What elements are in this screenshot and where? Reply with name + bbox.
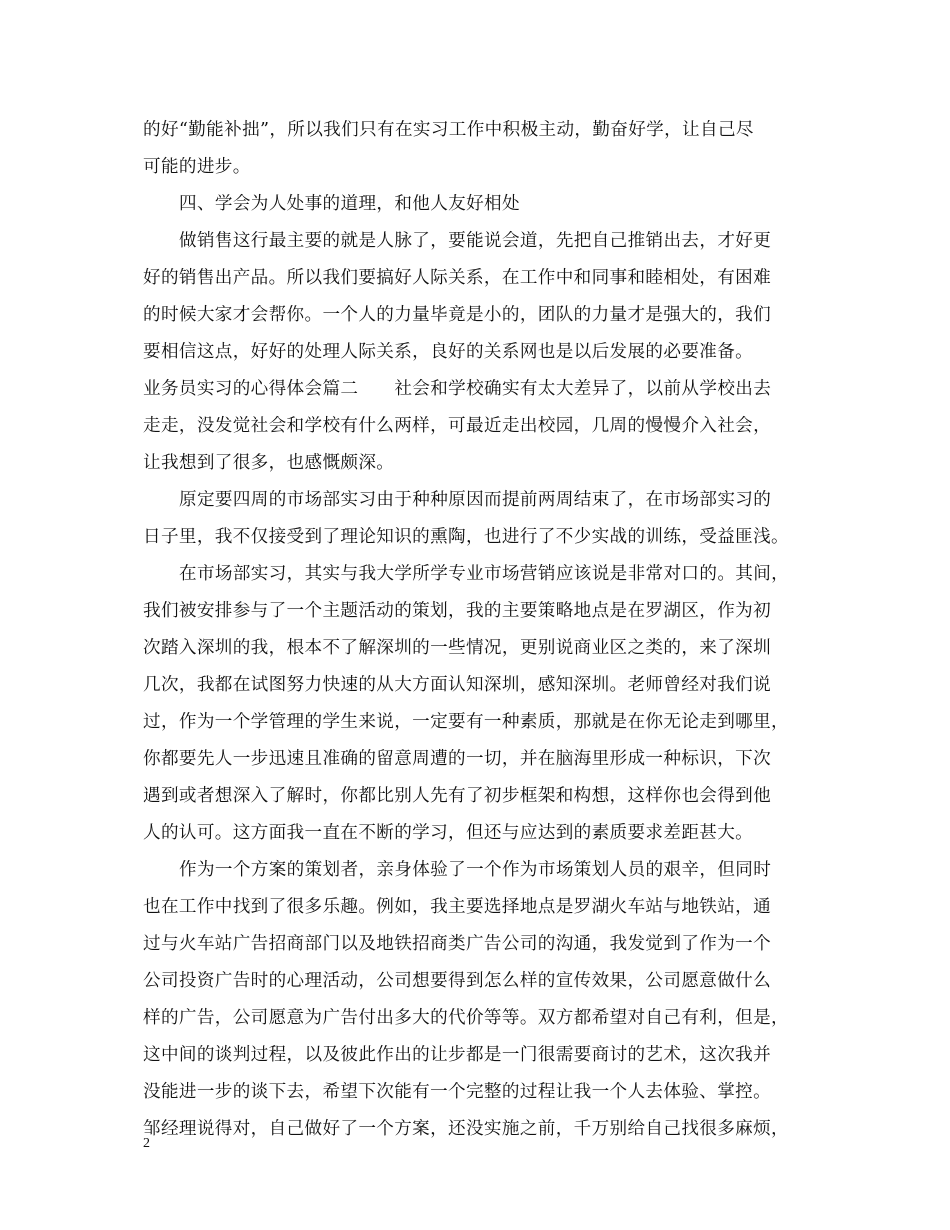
text-line: 人的认可。这方面我一直在不断的学习，但还与应达到的素质要求差距甚大。 [143, 823, 754, 843]
text-line: 好的销售出产品。所以我们要搞好人际关系，在工作中和同事和睦相处，有困难 [143, 268, 772, 288]
text-line: 公司投资广告时的心理活动，公司想要得到怎么样的宣传效果，公司愿意做什么 [143, 971, 772, 991]
page-number: 2 [143, 1136, 150, 1151]
text-line: 我们被安排参与了一个主题活动的策划，我的主要策略地点是在罗湖区，作为初 [143, 601, 772, 621]
text-line: 你都要先人一步迅速且准确的留意周遭的一切，并在脑海里形成一种标识，下次 [143, 749, 772, 769]
text-line: 作为一个方案的策划者，亲身体验了一个作为市场策划人员的艰辛，但同时 [179, 860, 772, 880]
text-line: 做销售这行最主要的就是人脉了，要能说会道，先把自己推销出去，才好更 [179, 231, 772, 251]
text-line: 的好“勤能补拙”，所以我们只有在实习工作中积极主动，勤奋好学，让自己尽 [143, 120, 754, 140]
text-line: 的时候大家才会帮你。一个人的力量毕竟是小的，团队的力量才是强大的，我们 [143, 305, 772, 325]
article-title-line [143, 371, 823, 408]
text-line: 让我想到了很多，也感慨颇深。 [143, 453, 395, 473]
text-line: 原定要四周的市场部实习由于种种原因而提前两周结束了，在市场部实习的 [179, 490, 772, 510]
text-line: 过与火车站广告招商部门以及地铁招商类广告公司的沟通，我发觉到了作为一个 [143, 934, 772, 954]
text-line: 要相信这点，好好的处理人际关系，良好的关系网也是以后发展的必要准备。 [143, 342, 754, 362]
text-line: 次踏入深圳的我，根本不了解深圳的一些情况，更别说商业区之类的，来了深圳 [143, 638, 772, 658]
text-line: 这中间的谈判过程，以及彼此作出的让步都是一门很需要商讨的艺术，这次我并 [143, 1045, 772, 1065]
text-line: 没能进一步的谈下去，希望下次能有一个完整的过程让我一个人去体验、掌控。 [143, 1082, 772, 1102]
article-title: 业务员实习的心得体会篇二 [143, 379, 359, 399]
text-line: 样的广告，公司愿意为广告付出多大的代价等等。双方都希望对自己有利，但是， [143, 1008, 789, 1028]
text-line: 遇到或者想深入了解时，你都比别人先有了初步框架和构想，这样你也会得到他 [143, 786, 772, 806]
text-line: 日子里，我不仅接受到了理论知识的熏陶，也进行了不少实战的训练，受益匪浅。 [143, 527, 789, 547]
text-line: 也在工作中找到了很多乐趣。例如，我主要选择地点是罗湖火车站与地铁站，通 [143, 897, 772, 917]
text-segment: 社会和学校确实有太大差异了，以前从学校出去 [394, 379, 772, 399]
section-heading: 四、学会为人处事的道理，和他人友好相处 [179, 194, 520, 214]
text-line: 走走，没发觉社会和学校有什么两样，可最近走出校园，几周的慢慢介入社会， [143, 416, 772, 436]
text-line: 过，作为一个学管理的学生来说，一定要有一种素质，那就是在你无论走到哪里， [143, 712, 789, 732]
document-body [143, 112, 823, 1148]
text-line: 在市场部实习，其实与我大学所学专业市场营销应该说是非常对口的。其间， [179, 564, 790, 584]
text-line: 可能的进步。 [143, 157, 251, 177]
text-line: 邹经理说得对，自己做好了一个方案，还没实施之前，千万别给自己找很多麻烦， [143, 1119, 789, 1139]
text-line: 几次，我都在试图努力快速的从大方面认知深圳，感知深圳。老师曾经对我们说 [143, 675, 772, 695]
